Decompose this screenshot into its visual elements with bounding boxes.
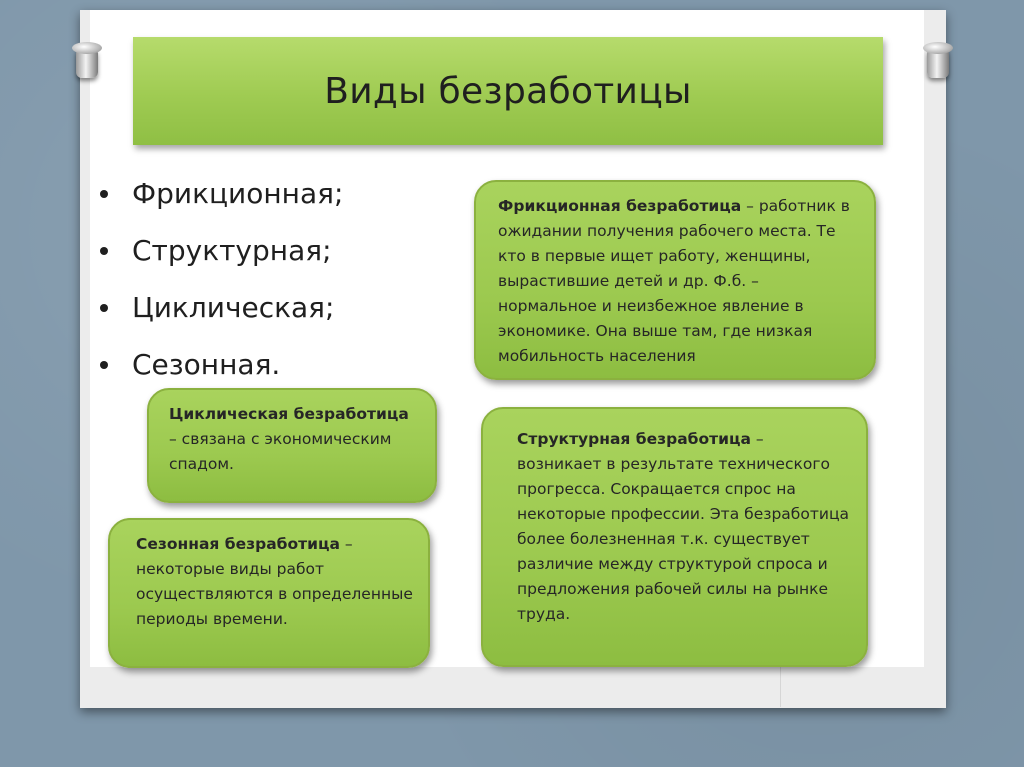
card-description: – возникает в результате технического прогресса. Сокращается спрос на некоторые профессии. Эта безработица более болезненная т.к. существует различие между структурой спроса и предложения рабочей силы на рынке труда. [517,430,850,623]
seasonal-unemployment-card [108,518,430,668]
list-item [98,227,343,284]
cyclical-unemployment-card [147,388,437,503]
unemployment-types-list [98,170,343,398]
frictional-unemployment-card [474,180,876,380]
list-item [98,284,343,341]
card-description: – работник в ожидании получения рабочего места. Те кто в первые ищет работу, женщины, вырастившие детей и др. Ф.б. – нормальное и неизбежное явление в экономике. Она выше там, где низкая мобильность населения [498,197,850,365]
bullet-icon [100,190,108,198]
list-item-label: Циклическая; [132,291,335,324]
card-term: Циклическая безработица [169,405,409,423]
card-description: – некоторые виды работ осуществляются в определенные периоды времени. [136,535,413,628]
list-item-label: Фрикционная; [132,177,344,210]
pin-icon [76,48,98,78]
structural-unemployment-card [481,407,868,667]
bullet-icon [100,247,108,255]
board-divider [780,667,781,707]
pin-icon [927,48,949,78]
bullet-icon [100,304,108,312]
list-item [98,170,343,227]
page-title: Виды безработицы [324,70,692,112]
title-banner [133,37,883,145]
card-term: Структурная безработица [517,430,751,448]
card-term: Фрикционная безработица [498,197,742,215]
card-term: Сезонная безработица [136,535,340,553]
list-item-label: Сезонная. [132,348,281,381]
card-description: – связана с экономическим спадом. [169,430,392,473]
list-item-label: Структурная; [132,234,332,267]
bullet-icon [100,361,108,369]
